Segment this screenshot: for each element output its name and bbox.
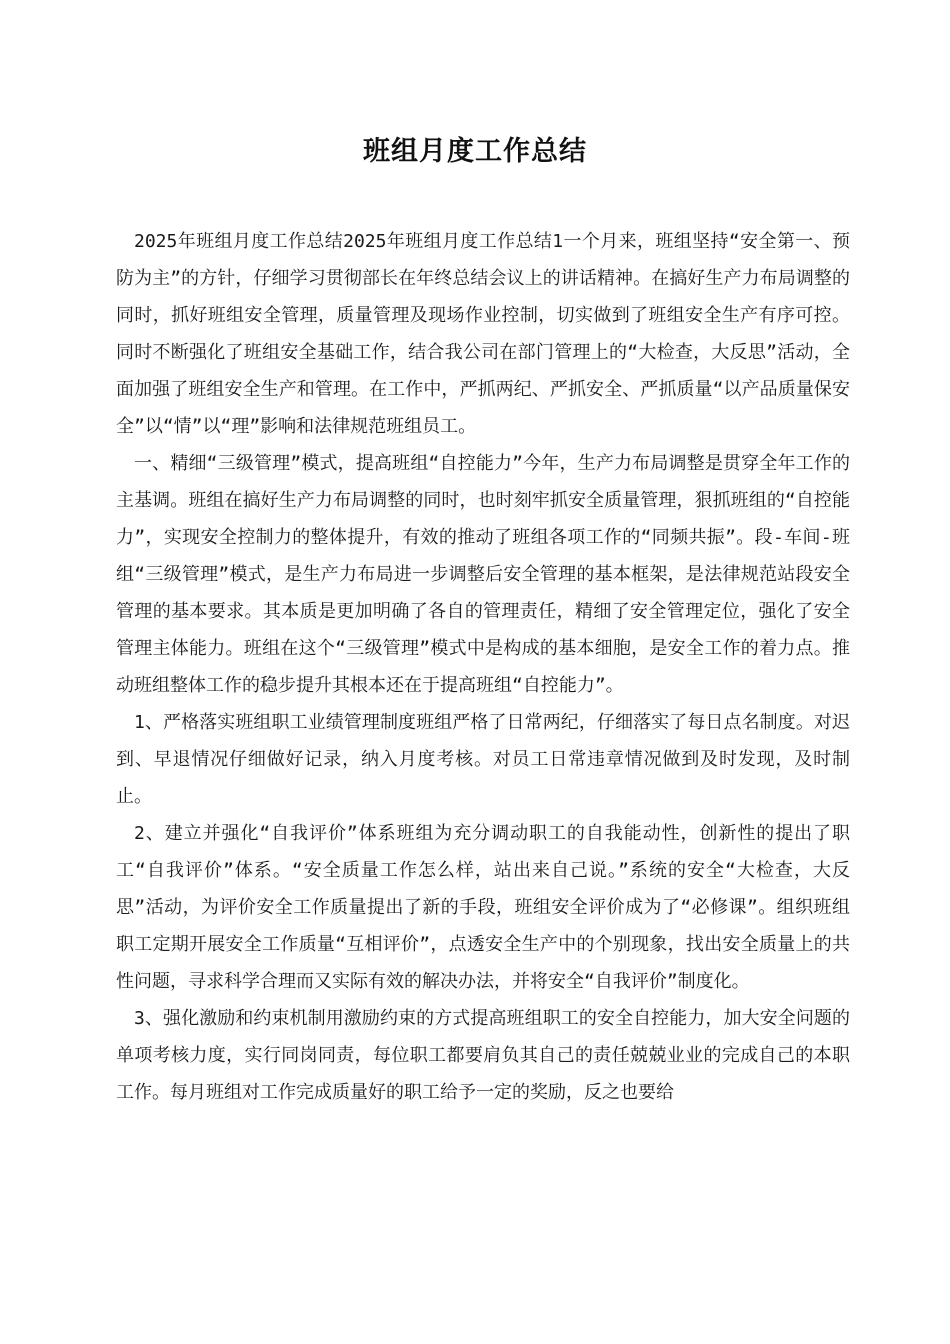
paragraph-item-1: 1、严格落实班组职工业绩管理制度班组严格了日常两纪，仔细落实了每日点名制度。对迟到、早退情况仔细做好记录，纳入月度考核。对员工日常违章情况做到及时发现，及时制止。 xyxy=(116,712,850,807)
paragraph-item-2: 2、建立并强化“自我评价”体系班组为充分调动职工的自我能动性，创新性的提出了职工“自我评价”体系。“安全质量工作怎么样，站出来自己说。”系统的安全“大检查，大反思”活动，为评价安全工作质量提出了新的手段，班组安全评价成为了“必修课”。组织班组职工定期开展安全工作质量“互相评价”，点透安全生产中的个别现象，找出安全质量上的共性问题，寻求科学合理而又实际有效的解决办法，并将安全“自我评价”制度化。 xyxy=(116,823,850,992)
document-body xyxy=(116,223,850,1111)
paragraph-section-one: 一、精细“三级管理”模式，提高班组“自控能力”今年，生产力布局调整是贯穿全年工作的主基调。班组在搞好生产力布局调整的同时，也时刻牢抓安全质量管理，狠抓班组的“自控能力”，实现安全控制力的整体提升，有效的推动了班组各项工作的“同频共振”。段-车间-班组“三级管理”模式，是生产力布局进一步调整后安全管理的基本框架，是法律规范站段安全管理的基本要求。其本质是更加明确了各自的管理责任，精细了安全管理定位，强化了安全管理主体能力。班组在这个“三级管理”模式中是构成的基本细胞，是安全工作的着力点。推动班组整体工作的稳步提升其根本还在于提高班组“自控能力”。 xyxy=(116,453,850,696)
paragraph-item-3: 3、强化激励和约束机制用激励约束的方式提高班组职工的安全自控能力，加大安全问题的单项考核力度，实行同岗同责，每位职工都要肩负其自己的责任兢兢业业的完成自己的本职工作。每月班组对工作完成质量好的职工给予一定的奖励，反之也要给 xyxy=(116,1008,850,1103)
document-title: 班组月度工作总结 xyxy=(363,136,587,167)
paragraph-intro: 2025年班组月度工作总结2025年班组月度工作总结1一个月来，班组坚持“安全第一、预防为主”的方针，仔细学习贯彻部长在年终总结会议上的讲话精神。在搞好生产力布局调整的同时，抓好班组安全管理，质量管理及现场作业控制，切实做到了班组安全生产有序可控。同时不断强化了班组安全基础工作，结合我公司在部门管理上的“大检查，大反思”活动，全面加强了班组安全生产和管理。在工作中，严抓两纪、严抓安全、严抓质量“以产品质量保安全”以“情”以“理”影响和法律规范班组员工。 xyxy=(116,231,850,437)
